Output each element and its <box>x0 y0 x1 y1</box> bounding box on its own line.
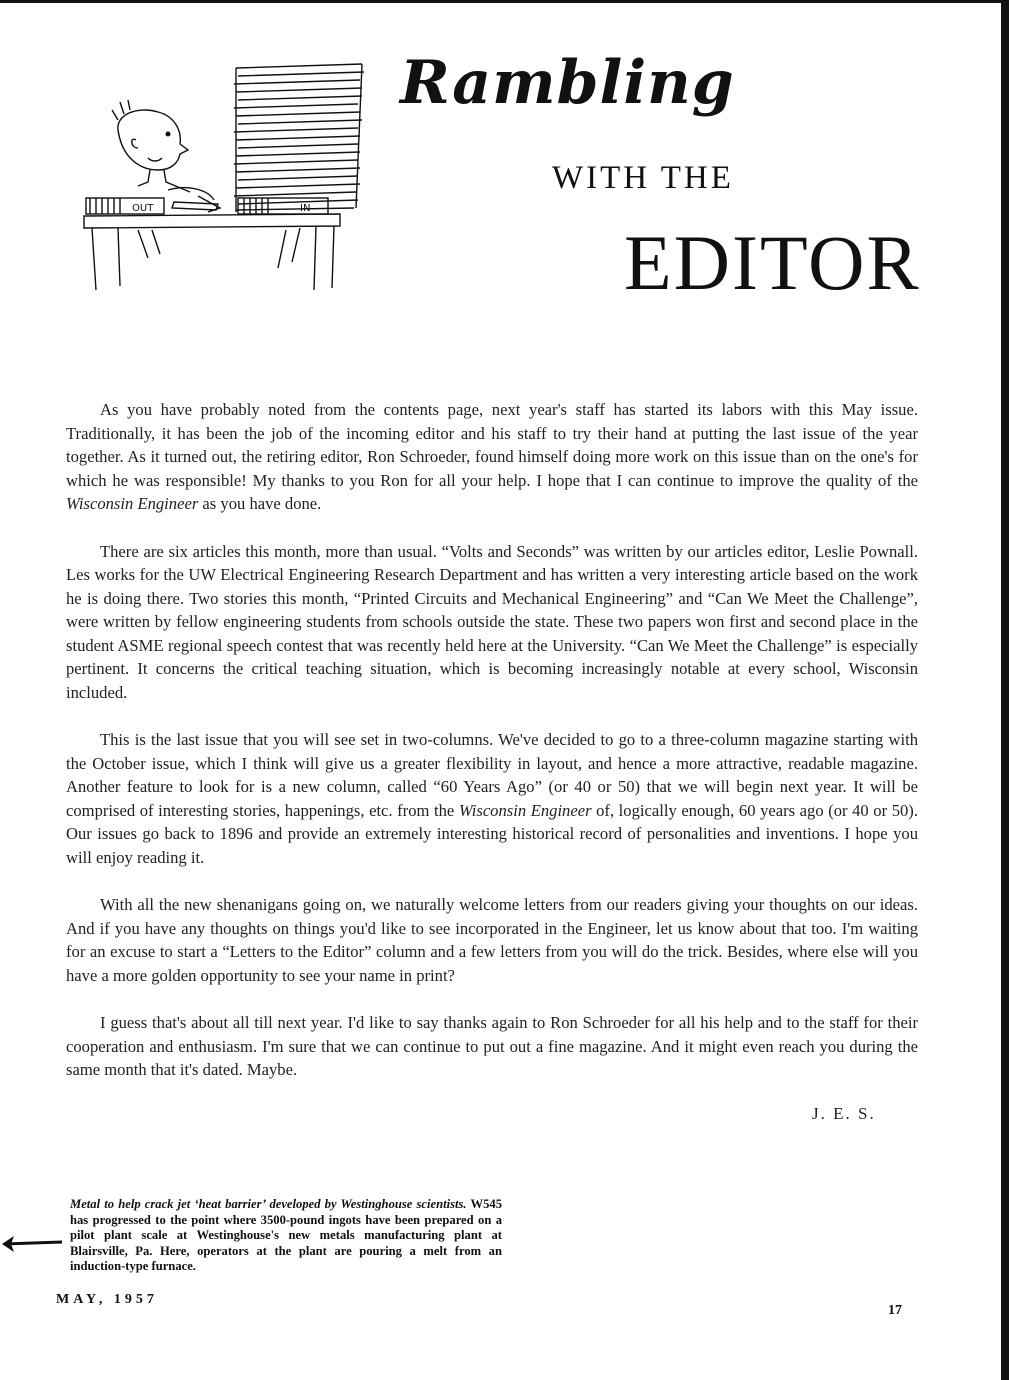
issue-date: MAY, 1957 <box>56 1292 158 1307</box>
publication-name: Wisconsin Engineer <box>66 494 199 513</box>
caption-text: W545 has progressed to the point where 3500-pound ingots have been prepared on a pilot plant scale at Westinghouse's new metals manufacturing plant at Blairsville, Pa. Here, operators at the plant are pouring a melt from an induction-type furnace. <box>70 1197 502 1274</box>
article-paragraph-4: With all the new shenanigans going on, we naturally welcome letters from our readers giving your thoughts on our ideas. And if you have any thoughts on things you'd like to see incorporated in the Engineer, let us know about that too. I'm waiting for an excuse to start a “Letters to the Editor” column and a few letters from you will do the trick. Besides, where else will you have a more golden opportunity to see your name in print? <box>66 895 918 985</box>
article-body <box>66 398 918 1106</box>
left-arrow-icon <box>0 1232 64 1256</box>
article-paragraph-1: As you have probably noted from the contents page, next year's staff has started its labors with this May issue. Traditionally, it has been the job of the incoming editor and his staff to try their hand at putting the last issue of the year together. As it turned out, the retiring editor, Ron Schroeder, found himself doing more work on this issue than on the one's for which he was responsible! My thanks to you Ron for all your help. I hope that I can continue to improve the quality of the Wisconsin Engineer as you have done. <box>66 400 918 513</box>
editor-desk-illustration <box>78 58 378 298</box>
title-editor: EDITOR <box>624 219 921 306</box>
in-tray-label: OUT <box>132 203 154 214</box>
article-paragraph-3: This is the last issue that you will see set in two-columns. We've decided to go to a three-column magazine starting with the October issue, which I think will give us a greater flexibility in layout, and hence a more attractive, readable magazine. Another feature to look for is a new column, called “60 Years Ago” (or 40 or 50) that we will begin next year. It will be comprised of interesting stories, happenings, etc. from the Wisconsin Engineer of, logically enough, 60 years ago (or 40 or 50). Our issues go back to 1896 and provide an extremely interesting historical record of personalities and inventions. I hope you will enjoy reading it. <box>66 730 918 867</box>
title-rambling: Rambling <box>400 48 735 118</box>
caption-lead: Metal to help crack jet ‘heat barrier’ developed by Westinghouse scientists. <box>70 1197 467 1211</box>
editor-signature: J. E. S. <box>812 1104 876 1123</box>
publication-name: Wisconsin Engineer <box>458 800 592 820</box>
article-paragraph-2: There are six articles this month, more than usual. “Volts and Seconds” was written by our articles editor, Leslie Pownall. Les works for the UW Electrical Engineering Research Department and has written a very interesting article based on the work he is doing there. Two stories this month, “Printed Circuits and Mechanical Engineering” and “Can We Meet the Challenge”, were written by fellow engineering students from schools outside the state. These two papers won first and second place in the student ASME regional speech contest that was recently held here at the University. “Can We Meet the Challenge” is especially pertinent. It concerns the critical teaching situation, which is becoming increasingly notable at every school, Wisconsin included. <box>66 541 918 702</box>
out-tray-label: IN <box>300 203 311 214</box>
page-top-edge <box>0 0 1009 3</box>
photo-caption <box>70 1197 502 1275</box>
page-number: 17 <box>888 1303 902 1318</box>
article-paragraph-5: I guess that's about all till next year. I'd like to say thanks again to Ron Schroeder for all his help and to the staff for their cooperation and enthusiasm. I'm sure that we can continue to put out a fine magazine. And it might even reach you during the same month that it's dated. Maybe. <box>66 1013 918 1079</box>
paper-stack-icon <box>234 64 364 212</box>
title-with-the: WITH THE <box>552 160 734 196</box>
page-right-edge <box>1001 0 1009 1380</box>
